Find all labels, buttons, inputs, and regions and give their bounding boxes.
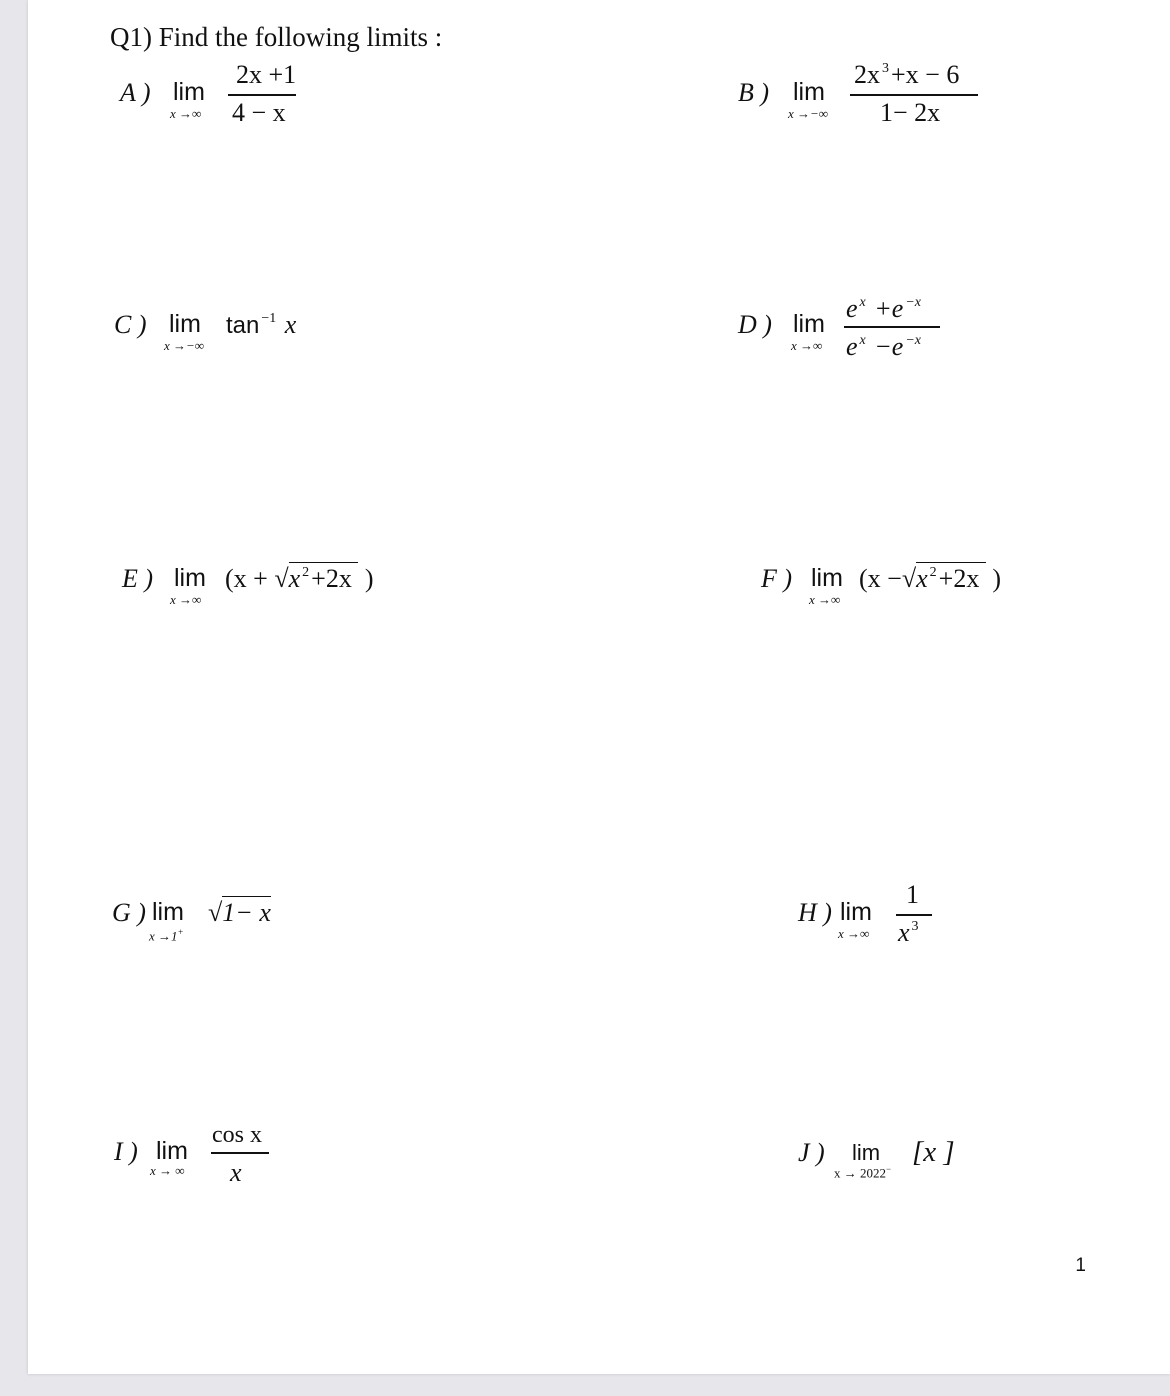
exponent: x xyxy=(859,295,866,310)
sqrt-symbol: √ xyxy=(208,898,223,927)
radicand xyxy=(916,562,986,593)
problem-label: J ) xyxy=(798,1138,825,1167)
document-page xyxy=(28,0,1170,1374)
denominator-term: −e xyxy=(874,332,904,361)
numerator: 1 xyxy=(906,880,919,909)
numerator-term: +x − 6 xyxy=(891,60,960,89)
denominator: 4 − x xyxy=(232,98,286,127)
problem-label: F ) xyxy=(761,564,793,593)
denominator xyxy=(846,332,923,362)
numerator: 2x +1 xyxy=(236,60,297,89)
sqrt-symbol: √ xyxy=(274,564,289,593)
lim-operator: lim xyxy=(152,898,184,926)
lim-operator: lim xyxy=(174,564,206,592)
radicand-term: +2x xyxy=(311,564,352,593)
fraction-bar xyxy=(844,326,940,328)
lim-operator: lim xyxy=(156,1137,188,1165)
radicand-term: +2x xyxy=(938,564,980,593)
problem-label: E ) xyxy=(122,564,154,593)
problem-label: A ) xyxy=(120,78,151,107)
lim-operator: lim xyxy=(793,310,825,338)
lim-subscript: x →∞ xyxy=(170,592,202,607)
problem-label: G ) xyxy=(112,898,146,927)
lim-subscript: x →∞ xyxy=(170,106,202,121)
question-heading: Q1) Find the following limits : xyxy=(110,22,443,52)
problem-label: D ) xyxy=(738,310,772,339)
denominator-term: e xyxy=(846,332,858,361)
problem-label: B ) xyxy=(738,78,770,107)
radicand xyxy=(289,562,359,593)
denominator: x xyxy=(230,1158,242,1187)
exponent: −x xyxy=(905,295,922,310)
lim-subscript: x →∞ xyxy=(838,926,870,941)
lim-subscript: x →−∞ xyxy=(788,106,829,121)
problem-label: I ) xyxy=(114,1137,138,1166)
limit-expression xyxy=(208,898,271,928)
subscript-text: x → 2022 xyxy=(834,1165,886,1181)
fraction-bar xyxy=(896,914,932,916)
numerator xyxy=(854,60,959,90)
lim-subscript: x →∞ xyxy=(809,592,841,607)
lim-subscript: x →∞ xyxy=(791,338,823,353)
exponent: 3 xyxy=(911,919,919,934)
fraction-bar xyxy=(228,94,296,96)
fraction-bar xyxy=(211,1152,269,1154)
problem-label: H ) xyxy=(798,898,832,927)
limit-expression xyxy=(225,564,374,594)
lim-operator: lim xyxy=(811,564,843,592)
limit-expression xyxy=(859,564,1001,594)
denominator-term: x xyxy=(898,918,910,947)
lim-subscript xyxy=(149,927,184,944)
function-expression xyxy=(226,310,296,340)
radicand-term: x xyxy=(288,564,301,593)
radicand: 1− x xyxy=(222,898,271,927)
closing-paren: ) xyxy=(364,564,374,593)
lim-operator: lim xyxy=(169,310,201,338)
lim-operator: lim xyxy=(793,78,825,106)
numerator-term: e xyxy=(846,294,858,323)
lim-operator: lim xyxy=(852,1140,881,1165)
lim-subscript: x → ∞ xyxy=(150,1163,185,1178)
function-name: tan xyxy=(226,312,260,339)
exponent: −x xyxy=(905,333,922,348)
lim-subscript xyxy=(834,1164,891,1181)
denominator: 1− 2x xyxy=(880,98,941,127)
sqrt-symbol: √ xyxy=(901,564,917,593)
closing-paren: ) xyxy=(992,564,1001,593)
page-number: 1 xyxy=(1075,1255,1086,1276)
lim-operator: lim xyxy=(840,898,872,926)
numerator xyxy=(846,294,923,324)
denominator xyxy=(898,918,921,948)
subscript-text: x →1 xyxy=(149,928,178,944)
exponent: 2 xyxy=(929,565,937,580)
lim-operator: lim xyxy=(173,78,205,106)
variable: x xyxy=(284,310,297,339)
radicand-term: x xyxy=(916,564,928,593)
expression-prefix: (x + xyxy=(225,564,268,593)
numerator-term: +e xyxy=(874,294,904,323)
subscript-exponent: + xyxy=(177,927,184,937)
exponent: −1 xyxy=(261,311,277,326)
numerator: cos x xyxy=(212,1122,262,1148)
floor-expression: [x ] xyxy=(912,1136,955,1168)
expression-prefix: (x − xyxy=(859,564,902,593)
exponent: x xyxy=(859,333,866,348)
subscript-exponent: − xyxy=(886,1164,892,1174)
exponent: 2 xyxy=(302,565,310,580)
lim-subscript: x →−∞ xyxy=(164,338,205,353)
fraction-bar xyxy=(850,94,978,96)
numerator-term: 2x xyxy=(854,60,880,89)
exponent: 3 xyxy=(882,61,889,76)
problem-label: C ) xyxy=(114,310,147,339)
